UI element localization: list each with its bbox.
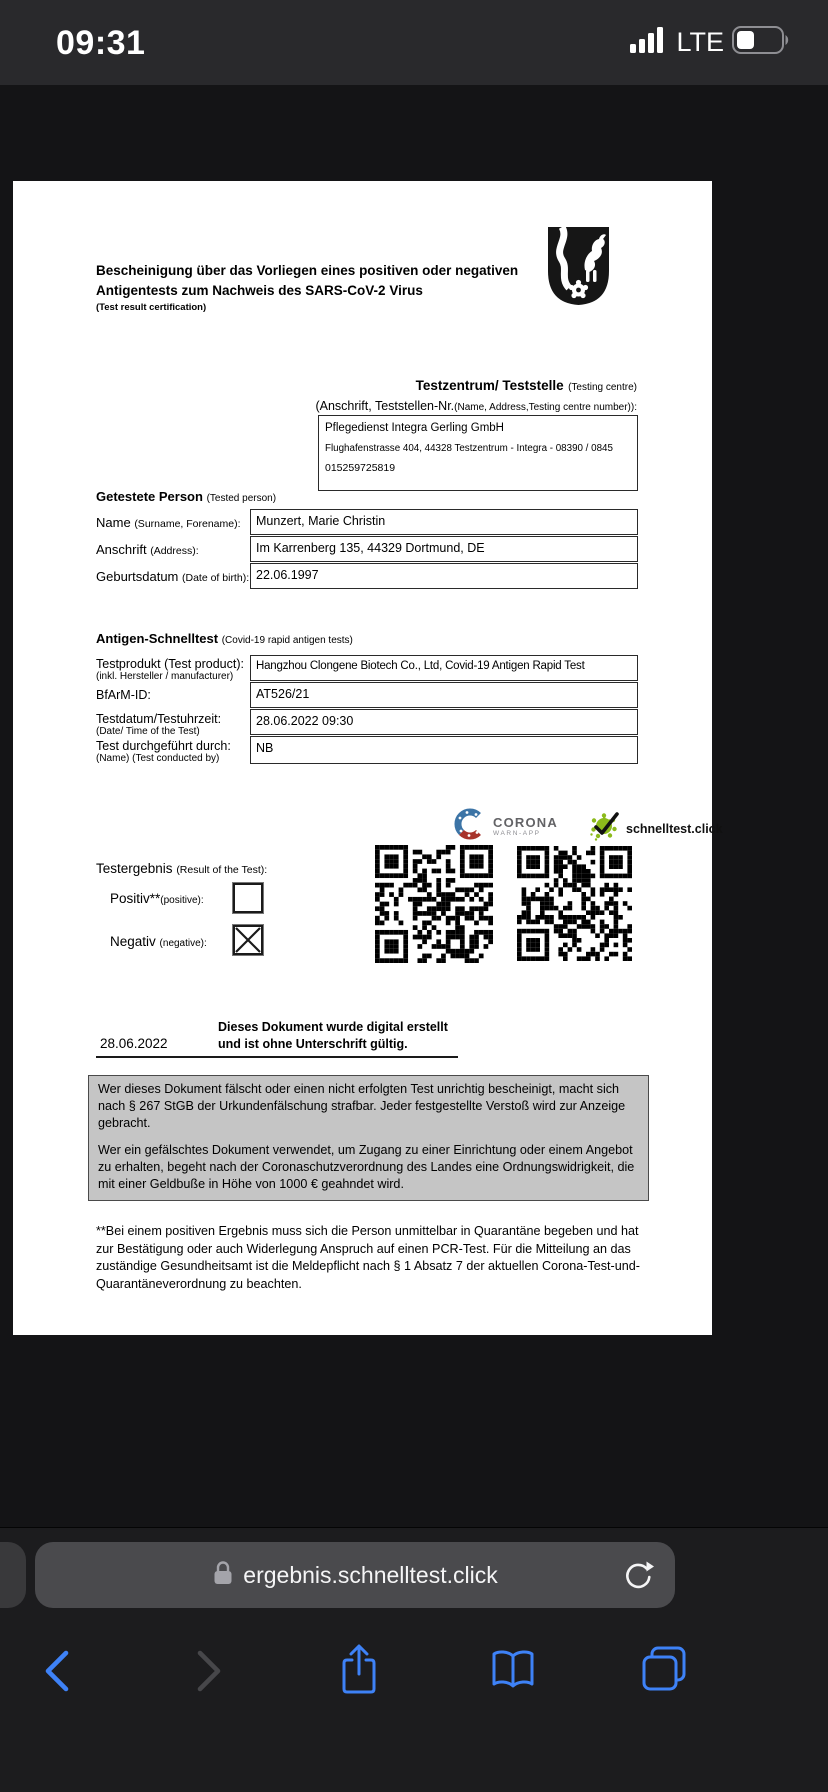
corona-warn-app-icon <box>453 807 487 846</box>
qr-code-corona-warn-app <box>375 845 493 968</box>
positive-result-footnote: **Bei einem positiven Ergebnis muss sich die Person unmittelbar in Quarantäne begeben und hat zur Bestätigung oder auch Widerlegung Anspruch auf einen PCR-Test. Für die Mitteilung an das zuständige Gesundheitsamt ist die Meldepflicht nach § 1 Absatz 7 der aktuellen Corona-Test-und-Quarantäneverordnung zu beachten. <box>96 1224 640 1291</box>
birthdate-label: Geburtsdatum (Date of birth): <box>96 569 250 584</box>
bookmarks-button[interactable] <box>489 1648 537 1697</box>
adjacent-tab-pill[interactable] <box>0 1542 26 1608</box>
conducted-by-value: NB <box>250 736 638 764</box>
document-title: Bescheinigung über das Vorliegen eines positiven oder negativen Antigentests zum Nachweis des SARS-CoV-2 Virus (Test result certification) <box>96 263 519 313</box>
nrw-coat-of-arms-icon <box>547 226 610 311</box>
testdate-value: 28.06.2022 09:30 <box>250 709 638 735</box>
legal-warning-box <box>88 1075 649 1201</box>
url-text: ergebnis.schnelltest.click <box>243 1561 498 1588</box>
negative-label: Negativ (negative): <box>110 934 207 949</box>
person-section-heading: Getestete Person (Tested person) <box>96 489 277 504</box>
signal-strength-icon <box>630 27 668 58</box>
issue-date: 28.06.2022 <box>100 1036 168 1051</box>
lock-icon <box>212 1559 234 1592</box>
testdate-label: Testdatum/Testuhrzeit: (Date/ Time of the Test) <box>96 712 222 737</box>
corona-warn-app-logo: CORONA WARN-APP <box>453 807 558 846</box>
safari-bottom-bar <box>0 1527 828 1792</box>
legal-warning-paragraph-2: Wer ein gefälschtes Dokument verwendet, um Zugang zu einer Einrichtung oder einem Angebot zu erhalten, begeht nach der Coronaschutzverordnung des Landes eine Ordnungswidrigkeit, die mit einer Geldbuße in Höhe von 1000 € geahndet wird. <box>98 1143 635 1191</box>
positive-checkbox[interactable] <box>233 883 263 913</box>
certificate-document <box>13 181 723 1335</box>
bfarm-label: BfArM-ID: <box>96 688 151 702</box>
back-button[interactable] <box>38 1646 78 1701</box>
name-label: Name (Surname, Forename): <box>96 515 241 530</box>
digital-validity-note: Dieses Dokument wurde digital erstellt und ist ohne Unterschrift gültig. <box>218 1020 448 1051</box>
testproduct-value: Hangzhou Clongene Biotech Co., Ltd, Covid-19 Antigen Rapid Test <box>250 655 638 681</box>
reload-icon[interactable] <box>621 1559 655 1593</box>
bfarm-value: AT526/21 <box>250 682 638 708</box>
status-bar <box>0 0 828 85</box>
birthdate-value: 22.06.1997 <box>250 563 638 589</box>
negative-checkbox[interactable] <box>233 925 263 955</box>
battery-icon <box>732 26 790 59</box>
network-type-label: LTE <box>676 27 724 57</box>
test-centre-phone: 015259725819 <box>325 462 396 474</box>
address-value: Im Karrenberg 135, 44329 Dortmund, DE <box>250 536 638 562</box>
test-centre-name: Pflegedienst Integra Gerling GmbH <box>325 422 504 434</box>
signature-line <box>96 1056 458 1058</box>
qr-code-schnelltest <box>517 846 632 966</box>
legal-warning-paragraph-1: Wer dieses Dokument fälscht oder einen nicht erfolgten Test unrichtig bescheinigt, macht sich nach § 267 StGB der Urkundenfälschung strafbar. Jeder festgestellte Verstoß wird zur Anzeige gebracht. <box>98 1082 626 1130</box>
positive-label: Positiv**(positive): <box>110 891 204 906</box>
name-value: Munzert, Marie Christin <box>250 509 638 535</box>
result-heading: Testergebnis (Result of the Test): <box>96 861 268 876</box>
address-bar[interactable] <box>35 1542 675 1608</box>
conducted-by-label: Test durchgeführt durch: (Name) (Test conducted by) <box>96 739 231 764</box>
tabs-button[interactable] <box>640 1644 690 1699</box>
testproduct-label: Testprodukt (Test product): (inkl. Hersteller / manufacturer) <box>96 657 244 682</box>
clock: 09:31 <box>56 24 146 62</box>
virus-check-icon <box>589 810 621 847</box>
share-button[interactable] <box>336 1642 382 1703</box>
schnelltest-click-logo: schnelltest.click <box>589 810 723 847</box>
test-section-heading: Antigen-Schnelltest (Covid-19 rapid antigen tests) <box>96 631 353 646</box>
test-centre-heading: Testzentrum/ Teststelle (Testing centre) (Anschrift, Teststellen-Nr.(Name, Address,Testing centre number)): <box>315 378 637 413</box>
address-label: Anschrift (Address): <box>96 542 199 557</box>
test-centre-address: Flughafenstrasse 404, 44328 Testzentrum - Integra - 08390 / 0845 <box>325 443 613 454</box>
test-centre-box <box>318 415 638 491</box>
forward-button[interactable] <box>188 1646 228 1701</box>
